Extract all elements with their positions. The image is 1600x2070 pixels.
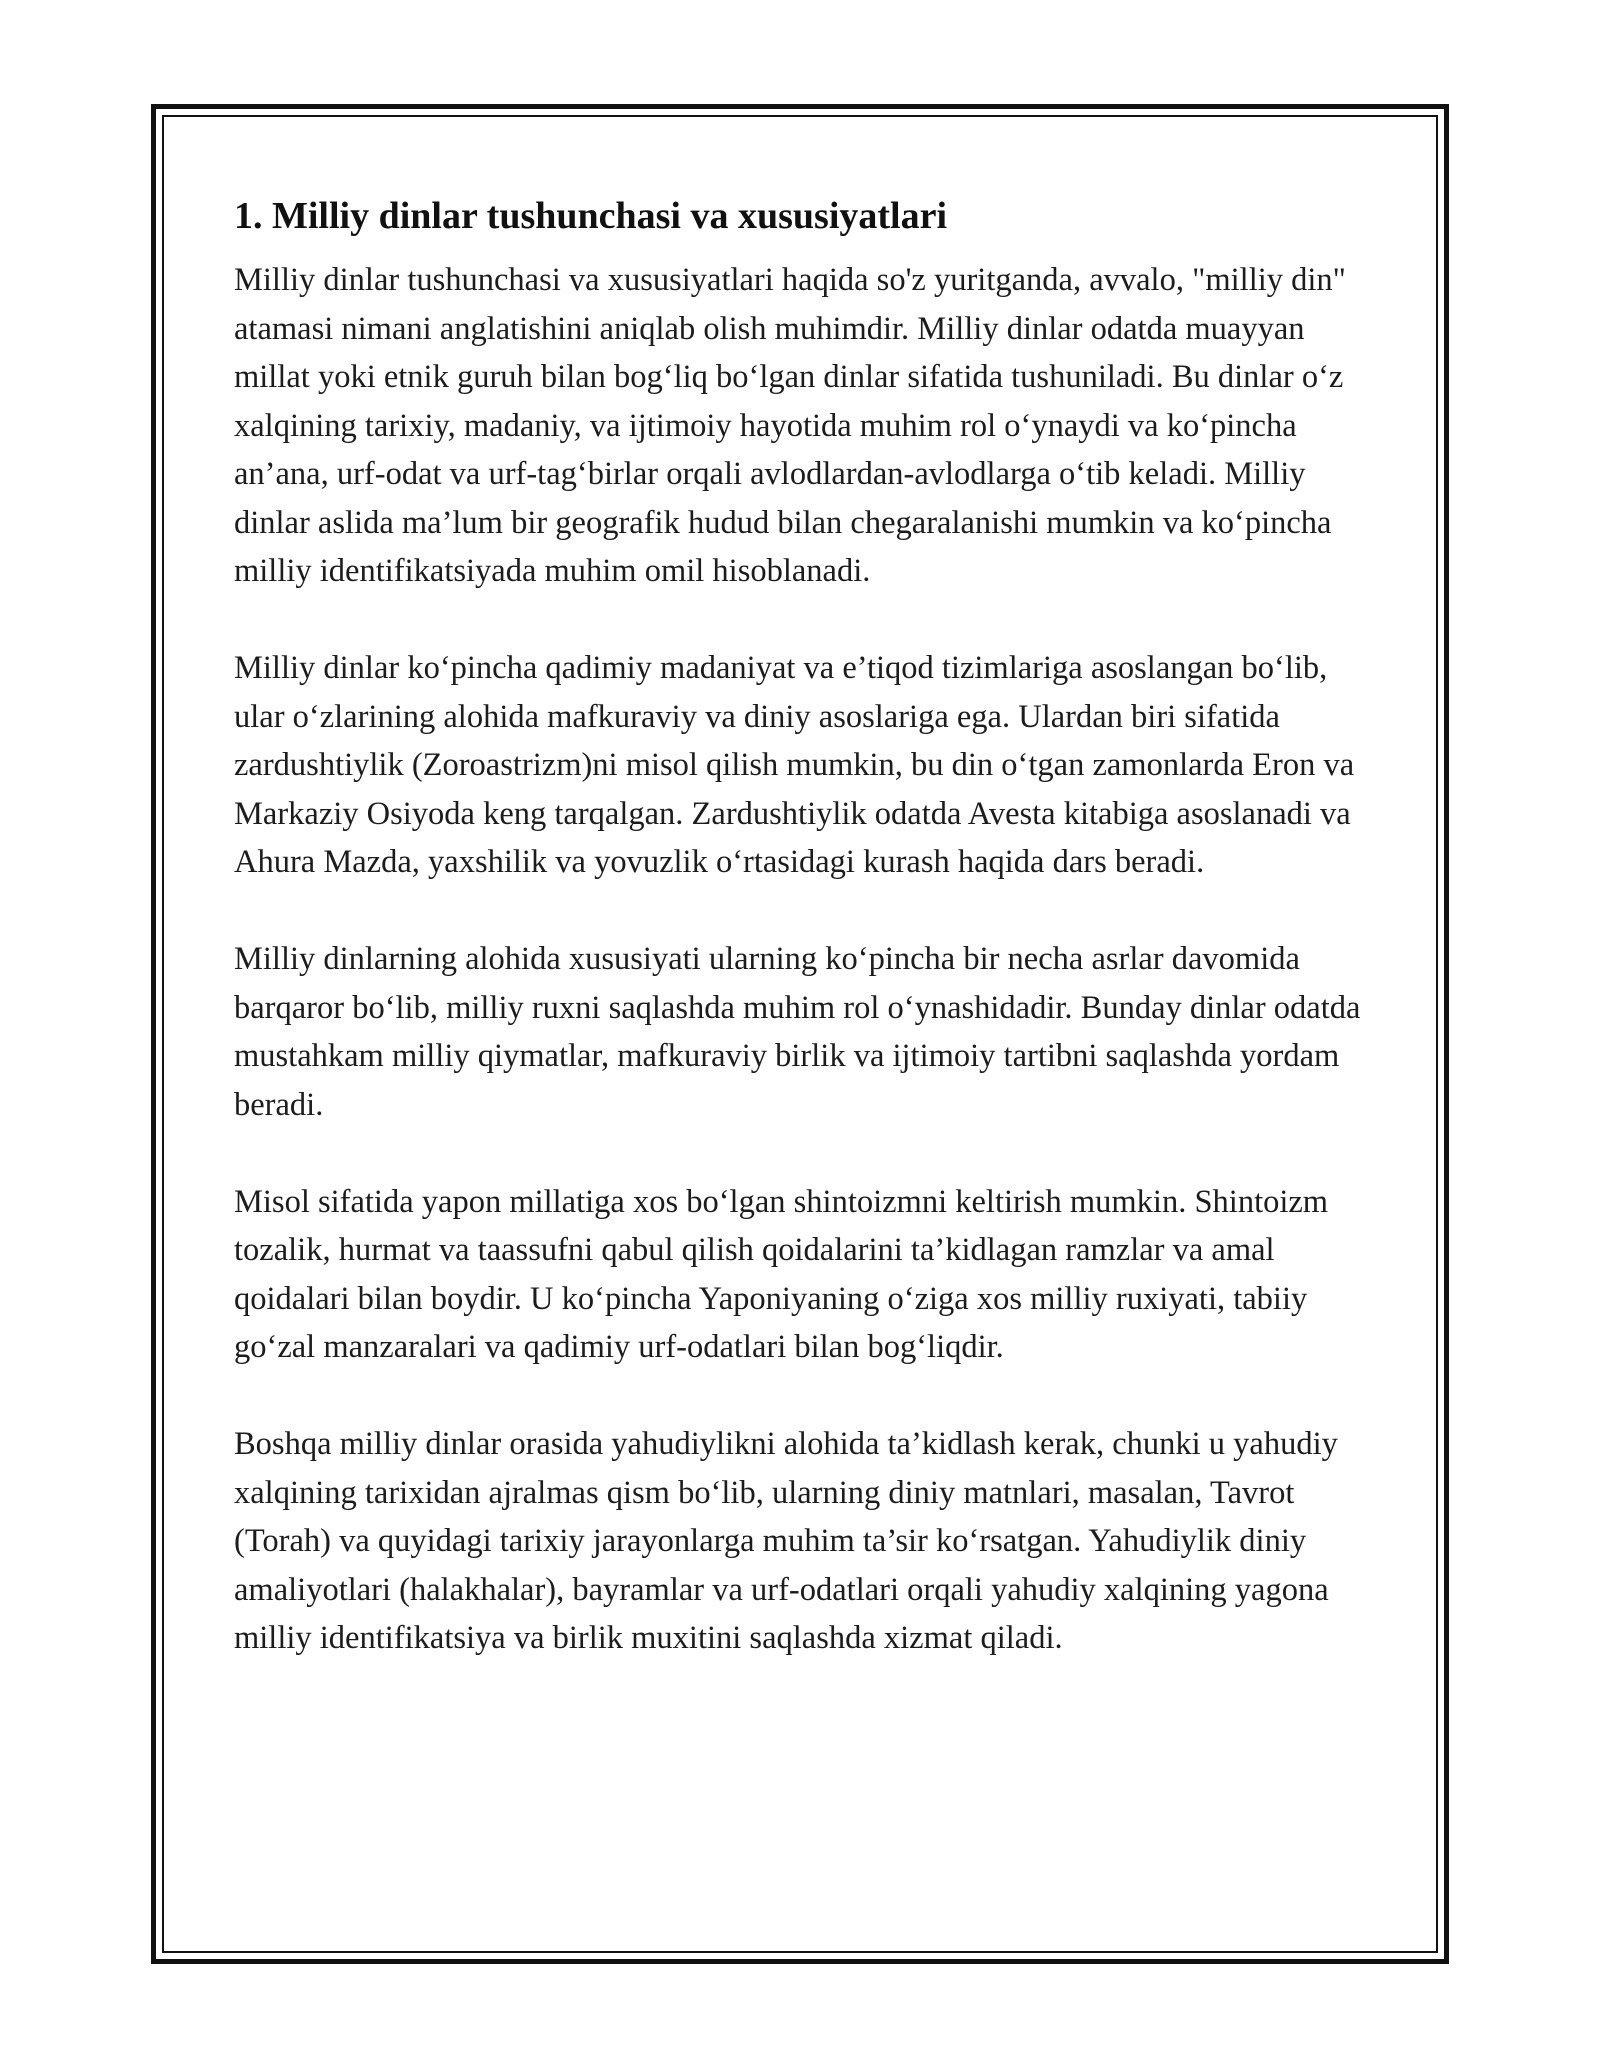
- paragraph-4: Misol sifatida yapon millatiga xos bo‘lgan shintoizmni keltirish mumkin. Shintoizm tozalik, hurmat va taassufni qabul qilish qoidalarini ta’kidlagan ramzlar va amal qoidalari bilan boydir. U ko‘pincha Yaponiyaning o‘ziga xos milliy ruxiyati, tabiiy go‘zal manzaralari va qadimiy urf-odatlari bilan bog‘liqdir.: [234, 1183, 1329, 1365]
- paragraph-3: Milliy dinlarning alohida xususiyati ularning ko‘pincha bir necha asrlar davomida barqaror bo‘lib, milliy ruxni saqlashda muhim rol o‘ynashidadir. Bunday dinlar odatda mustahkam milliy qiymatlar, mafkuraviy birlik va ijtimoiy tartibni saqlashda yordam beradi.: [234, 941, 1361, 1123]
- paragraph-5: Boshqa milliy dinlar orasida yahudiylikni alohida ta’kidlash kerak, chunki u yahudiy xalqining tarixidan ajralmas qism bo‘lib, ularning diniy matnlari, masalan, Tavrot (Torah) va quyidagi tarixiy jarayonlarga muhim ta’sir ko‘rsatgan. Yahudiylik diniy amaliyotlari (halakhalar), bayramlar va urf-odatlari orqali yahudiy xalqining yagona milliy identifikatsiya va birlik muxitini saqlashda xizmat qiladi.: [234, 1426, 1338, 1656]
- paragraph-2: Milliy dinlar ko‘pincha qadimiy madaniyat va e’tiqod tizimlariga asoslangan bo‘lib, ular o‘zlarining alohida mafkuraviy va diniy asoslariga ega. Ulardan biri sifatida zardushtiylik (Zoroastrizm)ni misol qilish mumkin, bu din o‘tgan zamonlarda Eron va Markaziy Osiyoda keng tarqalgan. Zardushtiylik odatda Avesta kitabiga asoslanadi va Ahura Mazda, yaxshilik va yovuzlik o‘rtasidagi kurash haqida dars beradi.: [234, 650, 1355, 880]
- document-body: [234, 188, 1374, 1663]
- section-heading: 1. Milliy dinlar tushunchasi va xususiyatlari: [234, 195, 948, 237]
- paragraph-1: Milliy dinlar tushunchasi va xususiyatlari haqida so'z yuritganda, avvalo, "milliy din" atamasi nimani anglatishini aniqlab olish muhimdir. Milliy dinlar odatda muayyan millat yoki etnik guruh bilan bog‘liq bo‘lgan dinlar sifatida tushuniladi. Bu dinlar o‘z xalqining tarixiy, madaniy, va ijtimoiy hayotida muhim rol o‘ynaydi va ko‘pincha an’ana, urf-odat va urf-tag‘birlar orqali avlodlardan-avlodlarga o‘tib keladi. Milliy dinlar aslida ma’lum bir geografik hudud bilan chegaralanishi mumkin va ko‘pincha milliy identifikatsiyada muhim omil hisoblanadi.: [234, 262, 1346, 589]
